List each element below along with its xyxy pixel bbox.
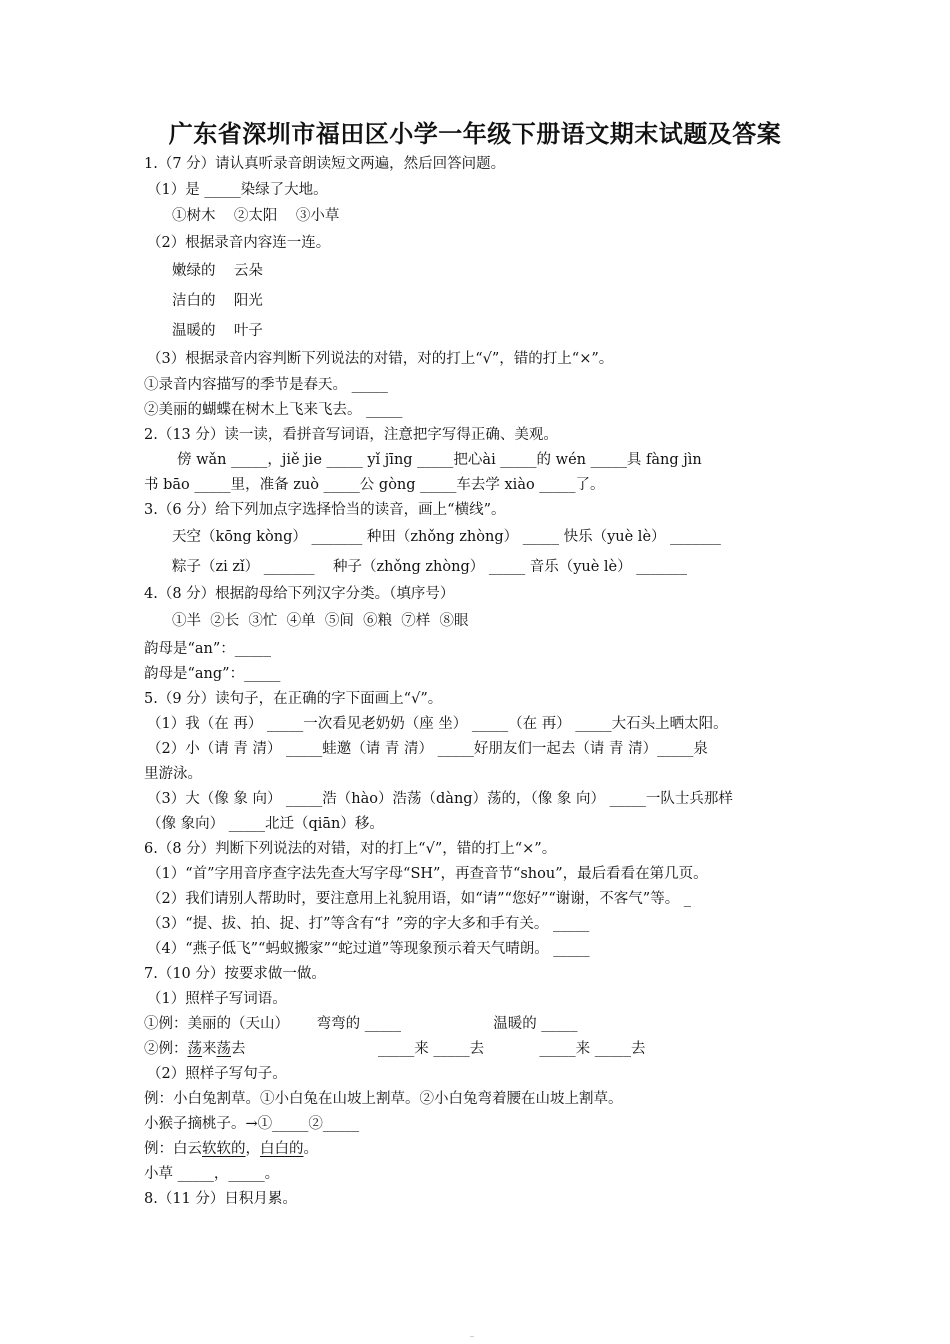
q1-match-row-3: 温暖的 叶子 xyxy=(172,323,263,339)
example-2-mid: 来 xyxy=(202,1041,217,1057)
example-2-suffix: 去 xyxy=(231,1041,246,1057)
q1-match-row-2: 洁白的 阳光 xyxy=(172,293,263,309)
question-7: 7.（10 分）按要求做一做。 xyxy=(144,966,326,982)
example-3-prefix: 例：白云 xyxy=(144,1141,202,1157)
q7-grass-task: 小草 _____，_____。 xyxy=(144,1166,280,1182)
q2-line-2: 书 bāo _____里，准备 zuò _____公 gòng _____车去学 xiào _____了。 xyxy=(144,477,605,493)
q7-example-2 xyxy=(144,1040,246,1058)
q5-sentence-2: （2）小（请 青 清） _____蛙邀（请 青 清） _____好朋友们一起去（请 青 清）_____泉 xyxy=(147,741,708,757)
q5-sentence-3: （3）大（像 象 向） _____浩（hào）浩荡（dàng）荡的，（像 象 向） _____一队士兵那样 xyxy=(147,791,733,807)
q1-match-row-1: 嫩绿的 云朵 xyxy=(172,263,263,279)
q7-example-2-blanks: _____来 _____去 _____来 _____去 xyxy=(378,1041,646,1057)
example-3-underline-2: 白白的 xyxy=(260,1141,304,1157)
q5-sentence-2-cont: 里游泳。 xyxy=(144,766,202,782)
q3-row-2: 粽子（zi zǐ） _______ 种子（zhǒng zhòng） _____ 音乐（yuè lè） _______ xyxy=(172,559,687,575)
document-title: 广东省深圳市福田区小学一年级下册语文期末试题及答案 xyxy=(168,120,782,148)
question-1: 1.（7 分）请认真听录音朗读短文两遍，然后回答问题。 xyxy=(144,156,506,172)
question-8: 8.（11 分）日积月累。 xyxy=(144,1191,297,1207)
q5-sentence-1: （1）我（在 再） _____一次看见老奶奶（座 坐） _____（在 再） _____大石头上晒太阳。 xyxy=(147,716,728,732)
q6-statement-4: （4）“燕子低飞”“蚂蚁搬家”“蛇过道”等现象预示着天气晴朗。 _____ xyxy=(147,941,590,957)
q2-line-1: 傍 wǎn _____，jiě jie _____ yǐ jīng _____把心ài _____的 wén _____具 fàng jìn xyxy=(177,452,702,468)
q7-sentence-task: 小猴子摘桃子。→①_____②_____ xyxy=(144,1116,360,1132)
q1-part-2: （2）根据录音内容连一连。 xyxy=(147,235,331,251)
q1-judge-2: ②美丽的蝴蝶在树木上飞来飞去。 _____ xyxy=(144,402,403,418)
example-3-underline-1: 软软的 xyxy=(202,1141,246,1157)
question-4: 4.（8 分）根据韵母给下列汉字分类。（填序号） xyxy=(144,586,455,602)
example-3-comma: ， xyxy=(245,1141,260,1157)
question-2: 2.（13 分）读一读，看拼音写词语，注意把字写得正确、美观。 xyxy=(144,427,558,443)
question-6: 6.（8 分）判断下列说法的对错，对的打上“√”，错的打上“×”。 xyxy=(144,841,557,857)
q4-characters: ①半 ②长 ③忙 ④单 ⑤间 ⑥粮 ⑦样 ⑧眼 xyxy=(172,613,469,629)
q7-part-1: （1）照样子写词语。 xyxy=(147,991,287,1007)
q1-part-3: （3）根据录音内容判断下列说法的对错，对的打上“√”，错的打上“×”。 xyxy=(147,351,614,367)
q6-statement-2: （2）我们请别人帮助时，要注意用上礼貌用语，如“请”“您好”“谢谢，不客气”等。 _ xyxy=(147,891,692,907)
q1-part-1: （1）是 _____染绿了大地。 xyxy=(147,182,328,198)
q3-row-1: 天空（kōng kòng） _______ 种田（zhǒng zhòng） _____ 快乐（yuè lè） _______ xyxy=(172,529,721,545)
q6-statement-3: （3）“提、拔、拍、捉、打”等含有“扌”旁的字大多和手有关。 _____ xyxy=(147,916,590,932)
example-2-word-1: 荡 xyxy=(187,1041,202,1057)
q4-ang: 韵母是“ang”：_____ xyxy=(144,666,281,682)
q1-judge-1: ①录音内容描写的季节是春天。 _____ xyxy=(144,377,388,393)
q1-options: ①树木 ②太阳 ③小草 xyxy=(172,208,340,224)
footer-mark xyxy=(470,1336,474,1337)
q4-an: 韵母是“an”：_____ xyxy=(144,641,272,657)
q7-part-2: （2）照样子写句子。 xyxy=(147,1066,287,1082)
example-2-prefix: ②例： xyxy=(144,1041,188,1057)
question-5: 5.（9 分）读句子，在正确的字下面画上“√”。 xyxy=(144,691,443,707)
q6-statement-1: （1）“首”字用音序查字法先查大写字母“SH”，再查音节“shou”，最后看看在第几页。 xyxy=(147,866,708,882)
q7-example-3 xyxy=(144,1140,318,1158)
example-2-word-2: 荡 xyxy=(216,1041,231,1057)
q7-example-1: ①例：美丽的（天山） 弯弯的 _____ 温暖的 _____ xyxy=(144,1016,578,1032)
question-3: 3.（6 分）给下列加点字选择恰当的读音，画上“横线”。 xyxy=(144,502,506,518)
example-3-end: 。 xyxy=(303,1141,318,1157)
q5-sentence-3-cont: （像 象向） _____北迁（qiān）移。 xyxy=(147,816,384,832)
q7-sentence-example: 例：小白兔割草。①小白兔在山坡上割草。②小白兔弯着腰在山坡上割草。 xyxy=(144,1091,623,1107)
